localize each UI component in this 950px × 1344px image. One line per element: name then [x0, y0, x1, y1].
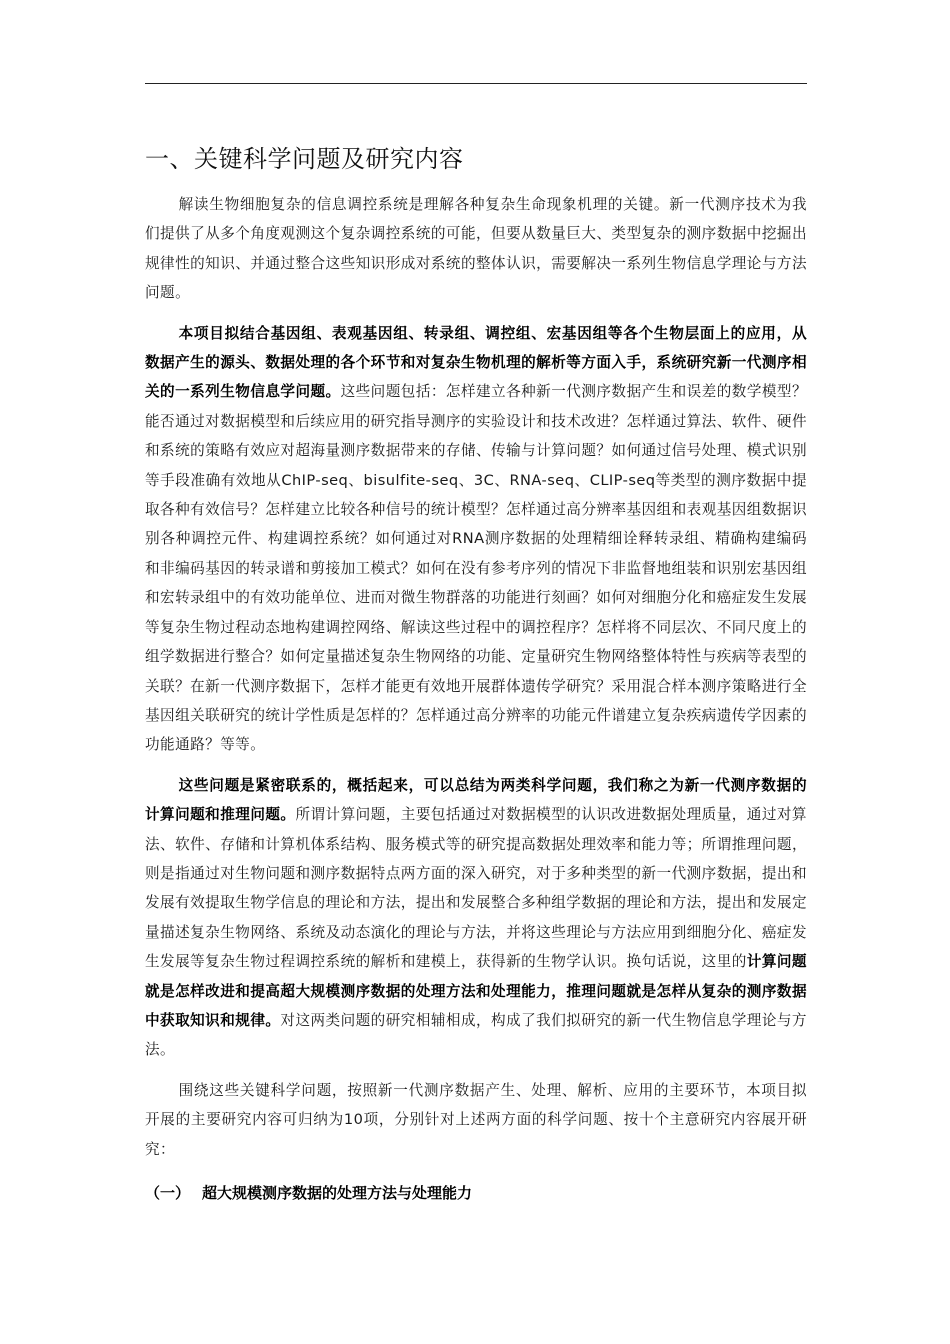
- paragraph-intro: [145, 190, 807, 308]
- paragraph-problems-text: 这些问题包括：怎样建立各种新一代测序数据产生和误差的数学模型？能否通过对数据模型和后续应用的研究指导测序的实验设计和技术改进？怎样通过算法、软件、硬件和系统的策略有效应对超海量测序数据带来的存储、传输与计算问题？如何通过信号处理、模式识别等手段准确有效地从ChIP-seq、bisulfite-seq、3C、RNA-seq、CLIP-seq等类型的测序数据中提取各种有效信号？怎样建立比较各种信号的统计模型？怎样通过高分辨率基因组和表观基因组数据识别各种调控元件、构建调控系统？如何通过对RNA测序数据的处理精细诠释转录组、精确构建编码和非编码基因的转录谱和剪接加工模式？如何在没有参考序列的情况下非监督地组装和识别宏基因组和宏转录组中的有效功能单位、进而对微生物群落的功能进行刻画？如何对细胞分化和癌症发生发展等复杂生物过程动态地构建调控网络、解读这些过程中的调控程序？怎样将不同层次、不同尺度上的组学数据进行整合？如何定量描述复杂生物网络的功能、定量研究生物网络整体特性与疾病等表型的关联？在新一代测序数据下，怎样才能更有效地开展群体遗传学研究？采用混合样本测序策略进行全基因组关联研究的统计学性质是怎样的？怎样通过高分辨率的功能元件谱建立复杂疾病遗传学因素的功能通路？等等。: [145, 383, 807, 754]
- paragraph-research-contents-text: 围绕这些关键科学问题，按照新一代测序数据产生、处理、解析、应用的主要环节，本项目拟开展的主要研究内容可归纳为10项，分别针对上述两方面的科学问题、按十个主意研究内容展开研究：: [145, 1081, 807, 1158]
- subsection-title: 超大规模测序数据的处理方法与处理能力: [202, 1184, 473, 1202]
- paragraph-two-problems-end: 对这两类问题的研究相辅相成，构成了我们拟研究的新一代生物信息学理论与方法。: [145, 1011, 807, 1059]
- subsection-heading: [145, 1178, 807, 1208]
- section-title: 一、关键科学问题及研究内容: [145, 145, 464, 173]
- paragraph-two-problems-text: 所谓计算问题，主要包括通过对数据模型的认识改进数据处理质量，通过对算法、软件、存储和计算机体系结构、服务模式等的研究提高数据处理效率和能力等；所谓推理问题，则是指通过对生物问题和测序数据特点两方面的深入研究，对于多种类型的新一代测序数据，提出和发展有效提取生物学信息的理论和方法，提出和发展整合多种组学数据的理论和方法，提出和发展定量描述复杂生物网络、系统及动态演化的理论与方法，并将这些理论与方法应用到细胞分化、癌症发生发展等复杂生物过程调控系统的解析和建模上，获得新的生物学认识。换句话说，这里的: [145, 806, 807, 971]
- paragraph-two-problems-bold-lead: 这些问题是紧密联系的，概括起来，可以总结为两类科学问题，我们称之为新一代测序数据的计算问题和推理问题。: [145, 776, 807, 824]
- subsection-number: （一）: [145, 1184, 191, 1202]
- paragraph-problems-bold: 本项目拟结合基因组、表观基因组、转录组、调控组、宏基因组等各个生物层面上的应用，从数据产生的源头、数据处理的各个环节和对复杂生物机理的解析等方面入手，系统研究新一代测序相关的一系列生物信息学问题。: [145, 324, 807, 401]
- paragraph-research-contents: [145, 1076, 807, 1164]
- document-body: [145, 142, 807, 1208]
- paragraph-problems: [145, 319, 807, 760]
- header-rule: [145, 83, 807, 84]
- paragraph-intro-text: 解读生物细胞复杂的信息调控系统是理解各种复杂生命现象机理的关键。新一代测序技术为我们提供了从多个角度观测这个复杂调控系统的可能，但要从数量巨大、类型复杂的测序数据中挖掘出规律性的知识、并通过整合这些知识形成对系统的整体认识，需要解决一系列生物信息学理论与方法问题。: [145, 196, 807, 302]
- paragraph-two-problems: [145, 771, 807, 1065]
- paragraph-two-problems-bold-key: 计算问题就是怎样改进和提高超大规模测序数据的处理方法和处理能力，推理问题就是怎样从复杂的测序数据中获取知识和规律。: [145, 953, 807, 1029]
